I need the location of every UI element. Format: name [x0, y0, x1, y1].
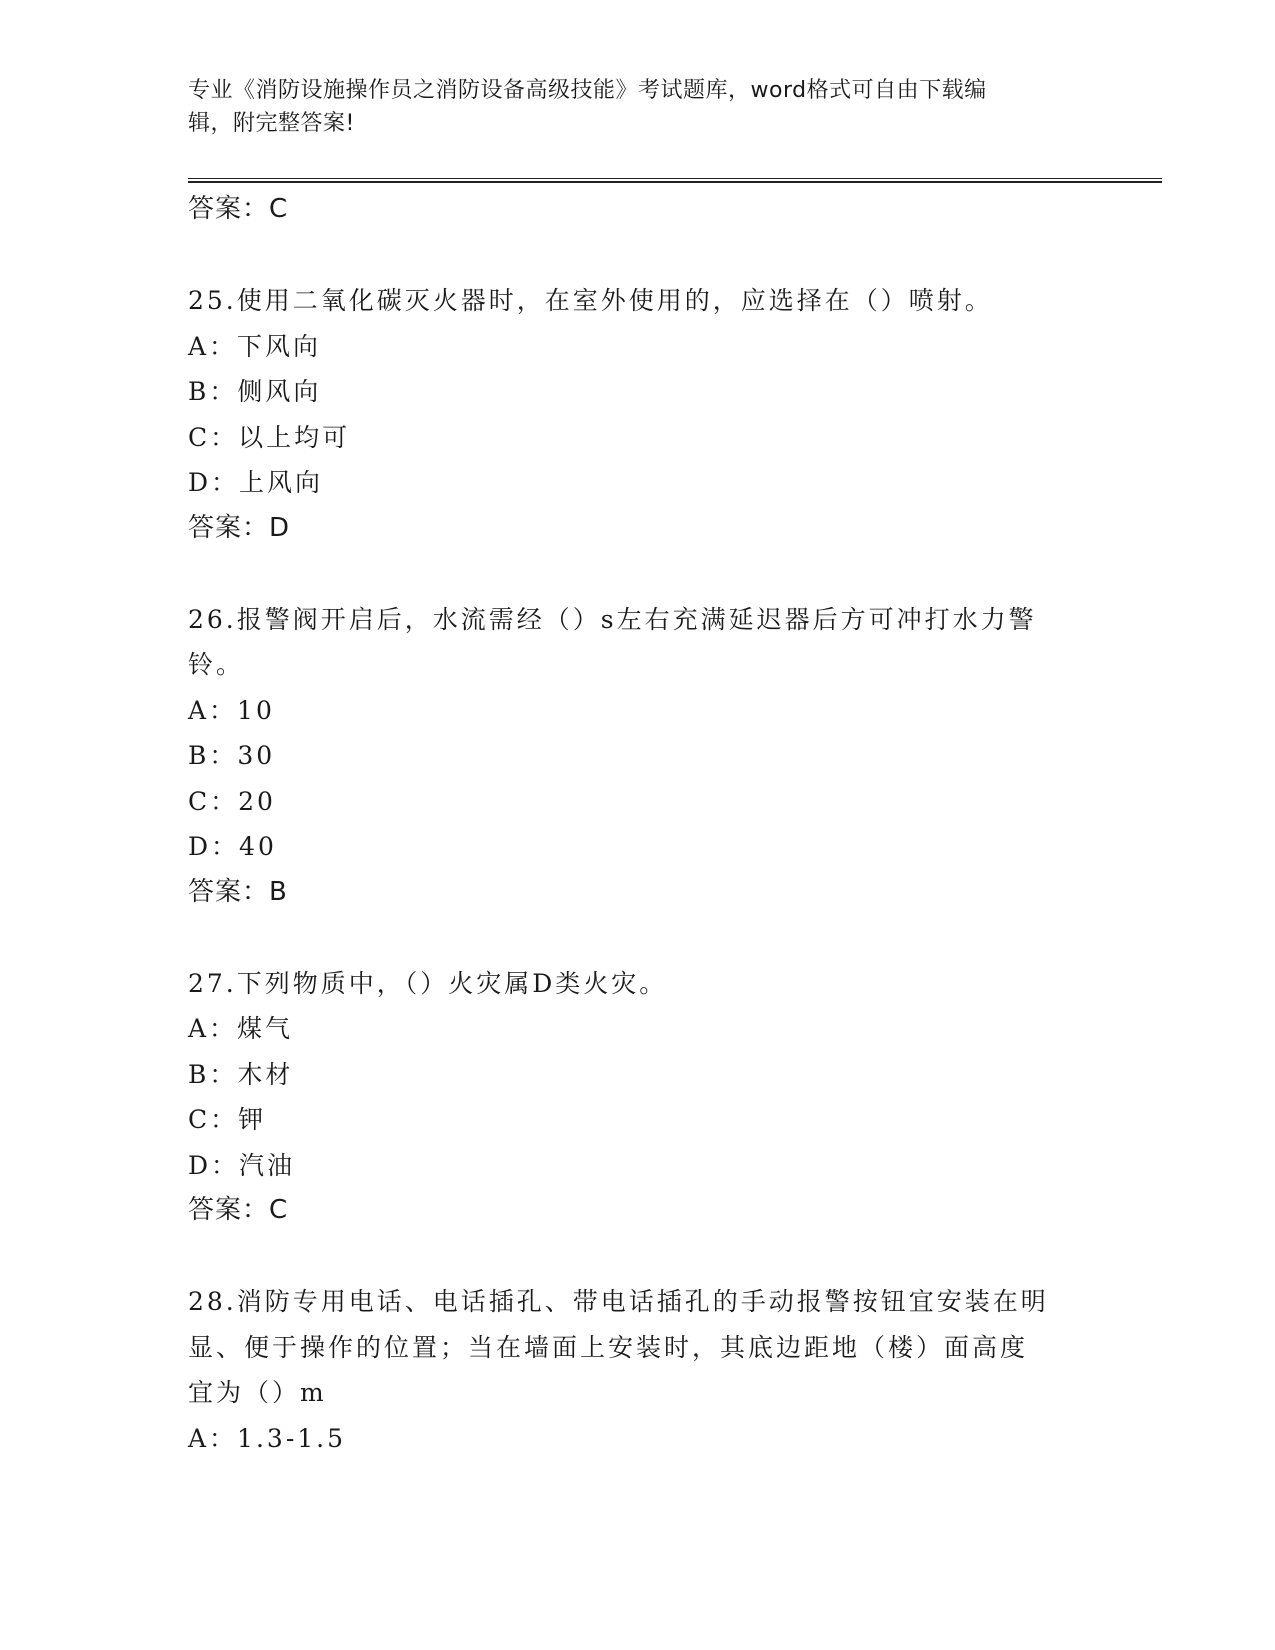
- document-header: [188, 74, 1088, 140]
- question-27: [188, 961, 1088, 1234]
- spacer: [188, 233, 1088, 279]
- question-stem: 25.使用二氧化碳灭火器时，在室外使用的，应选择在（）喷射。: [188, 286, 993, 315]
- question-25: [188, 278, 1088, 551]
- spacer: [188, 915, 1088, 961]
- spacer: [188, 551, 1088, 597]
- question-26: [188, 597, 1088, 916]
- option-a: A：下风向: [188, 331, 322, 361]
- option-b: B：30: [188, 741, 276, 770]
- header-divider: [188, 178, 1162, 183]
- previous-answer: 答案：C: [188, 194, 289, 224]
- question-stem-line-1: 26.报警阀开启后，水流需经（）s左右充满延迟器后方可冲打水力警: [188, 604, 1037, 634]
- question-stem-line-2: 铃。: [188, 650, 245, 679]
- answer: 答案：D: [188, 512, 291, 543]
- option-d: D：40: [188, 832, 277, 861]
- option-a: A：10: [188, 695, 275, 725]
- option-b: B：木材: [188, 1059, 294, 1089]
- option-a: A：煤气: [188, 1014, 294, 1043]
- header-line-2: 辑，附完整答案!: [188, 111, 355, 136]
- question-stem-line-3: 宜为（）m: [188, 1378, 327, 1407]
- option-c: C：以上均可: [188, 422, 351, 452]
- option-a: A：1.3-1.5: [188, 1423, 347, 1453]
- question-stem-line-1: 28.消防专用电话、电话插孔、带电话插孔的手动报警按钮宜安装在明: [188, 1287, 1049, 1316]
- option-c: C：20: [188, 786, 276, 816]
- answer: 答案：C: [188, 1195, 289, 1225]
- question-28: [188, 1279, 1088, 1461]
- option-b: B：侧风向: [188, 377, 322, 406]
- question-stem: 27.下列物质中，（）火灾属D类火灾。: [188, 968, 668, 998]
- answer: 答案：B: [188, 876, 288, 907]
- header-line-1: 专业《消防设施操作员之消防设备高级技能》考试题库，word格式可自由下载编: [188, 78, 987, 103]
- option-d: D：汽油: [188, 1150, 296, 1180]
- question-list: [188, 187, 1088, 1461]
- option-d: D：上风向: [188, 468, 324, 497]
- spacer: [188, 1234, 1088, 1280]
- option-c: C：钾: [188, 1105, 267, 1134]
- question-stem-line-2: 显、便于操作的位置；当在墙面上安装时，其底边距地（楼）面高度: [188, 1332, 1029, 1362]
